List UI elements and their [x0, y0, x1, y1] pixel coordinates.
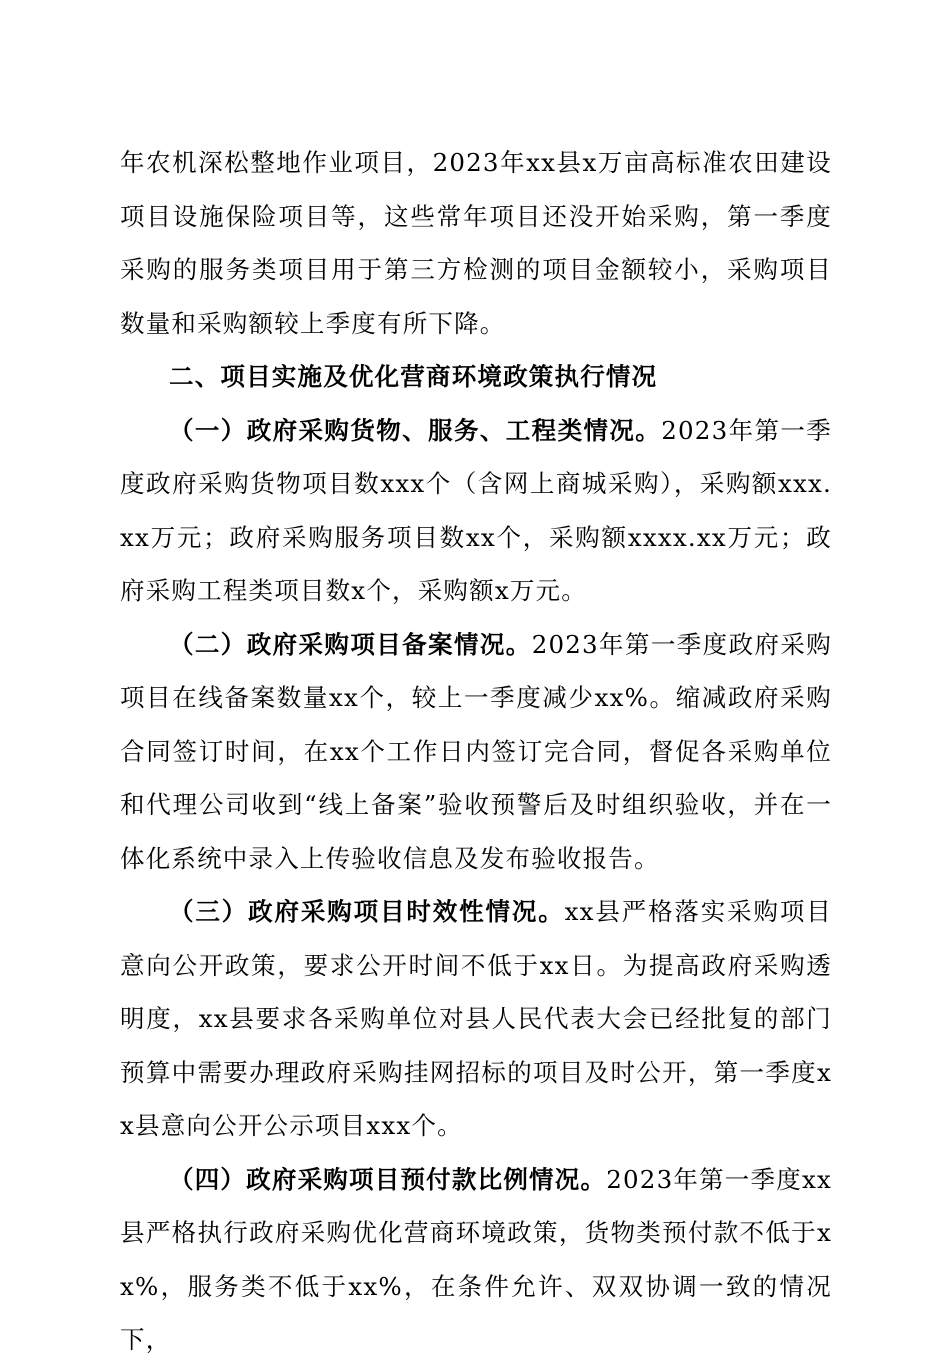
- paragraph-text: 2023年第一季度政府采购货物项目数xxx个（含网上商城采购），采购额xxx.xx万元；政府采购服务项目数xx个，采购额xxxx.xx万元；政府采购工程类项目数x个，采购额x万元。: [120, 415, 832, 605]
- section-heading-text: 二、项目实施及优化营商环境政策执行情况: [169, 362, 658, 391]
- paragraph-text: 2023年第一季度xx县严格执行政府采购优化营商环境政策，货物类预付款不低于xx%，服务类不低于xx%，在条件允许、双双协调一致的情况下，: [120, 1164, 832, 1354]
- section-heading: [120, 350, 832, 404]
- paragraph-lead: （三）政府采购项目时效性情况。: [169, 897, 565, 926]
- paragraph-continuation: [120, 136, 832, 350]
- paragraph-text: xx县严格落实采购项目意向公开政策，要求公开时间不低于xx日。为提高政府采购透明度，xx县要求各采购单位对县人民代表大会已经批复的部门预算中需要办理政府采购挂网招标的项目及时公开，第一季度xx县意向公开公示项目xxx个。: [120, 897, 833, 1140]
- paragraph-text: 2023年第一季度政府采购项目在线备案数量xx个，较上一季度减少xx%。缩减政府采购合同签订时间，在xx个工作日内签订完合同，督促各采购单位和代理公司收到“线上备案”验收预警后及时组织验收，并在一体化系统中录入上传验收信息及发布验收报告。: [120, 629, 832, 873]
- paragraph-timeliness: [120, 885, 832, 1153]
- paragraph-advance-payment: [120, 1153, 832, 1367]
- paragraph-lead: （一）政府采购货物、服务、工程类情况。: [169, 415, 662, 445]
- paragraph-filing: [120, 618, 832, 886]
- paragraph-lead: （二）政府采购项目备案情况。: [169, 629, 532, 659]
- document-body: [120, 136, 832, 1367]
- paragraph-goods-services-works: [120, 404, 832, 618]
- paragraph-lead: （四）政府采购项目预付款比例情况。: [169, 1164, 607, 1194]
- paragraph-text: 年农机深松整地作业项目，2023年xx县x万亩高标准农田建设项目设施保险项目等，这些常年项目还没开始采购，第一季度采购的服务类项目用于第三方检测的项目金额较小，采购项目数量和采购额较上季度有所下降。: [120, 148, 832, 338]
